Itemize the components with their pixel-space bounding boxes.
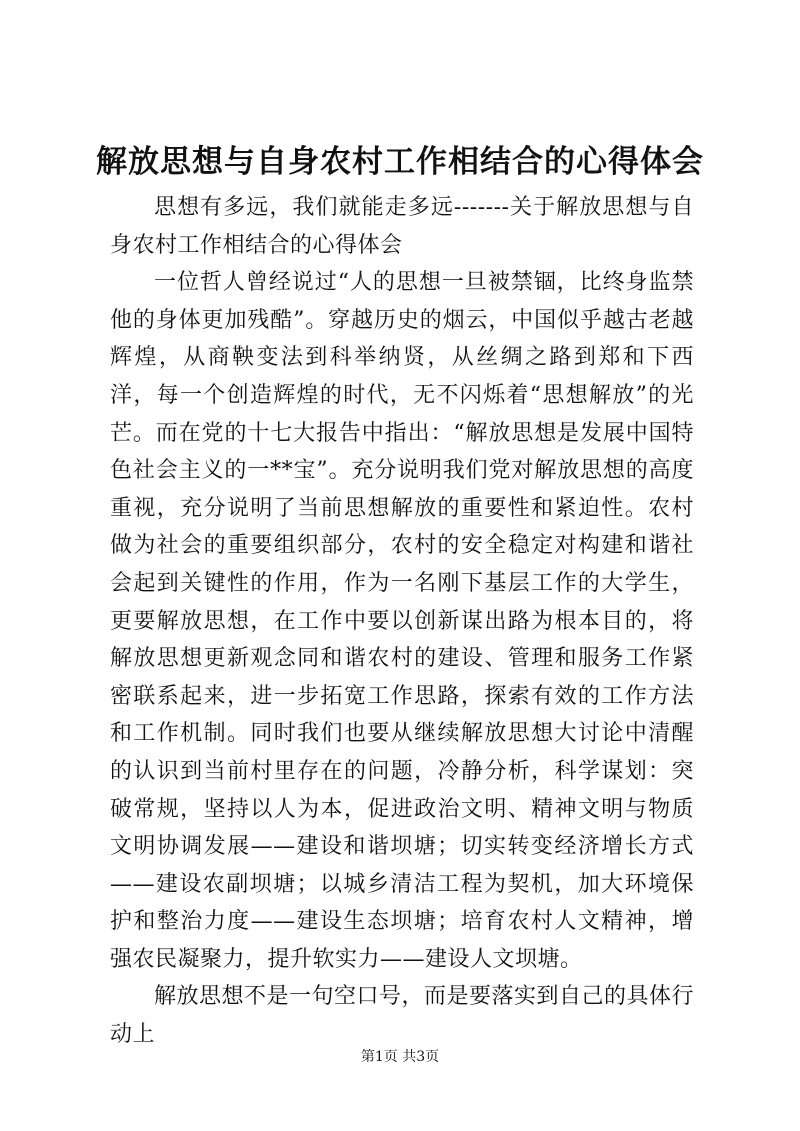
document-body: [110, 189, 694, 1054]
paragraph-main: 一位哲人曾经说过“人的思想一旦被禁锢，比终身监禁他的身体更加残酷”。穿越历史的烟云，中国似乎越古老越辉煌，从商鞅变法到科举纳贤，从丝绸之路到郑和下西洋，每一个创造辉煌的时代，无不闪烁着“思想解放”的光芒。而在党的十七大报告中指出：“解放思想是发展中国特色社会主义的一**宝”。充分说明我们党对解放思想的高度重视，充分说明了当前思想解放的重要性和紧迫性。农村做为社会的重要组织部分，农村的安全稳定对构建和谐社会起到关键性的作用，作为一名刚下基层工作的大学生，更要解放思想，在工作中要以创新谋出路为根本目的，将解放思想更新观念同和谐农村的建设、管理和服务工作紧密联系起来，进一步拓宽工作思路，探索有效的工作方法和工作机制。同时我们也要从继续解放思想大讨论中清醒的认识到当前村里存在的问题，冷静分析，科学谋划：突破常规，坚持以人为本，促进政治文明、精神文明与物质文明协调发展——建设和谐坝塘；切实转变经济增长方式——建设农副坝塘；以城乡清洁工程为契机，加大环境保护和整治力度——建设生态坝塘；培育农村人文精神，增强农民凝聚力，提升软实力——建设人文坝塘。: [110, 270, 694, 972]
document-title: 解放思想与自身农村工作相结合的心得体会: [96, 144, 704, 180]
page-number-footer: 第1页 共3页: [360, 1049, 440, 1065]
paragraph-closing: 解放思想不是一句空口号，而是要落实到自己的具体行动上: [110, 984, 695, 1048]
paragraph-subtitle: 思想有多远，我们就能走多远-------关于解放思想与自身农村工作相结合的心得体会: [110, 195, 694, 258]
